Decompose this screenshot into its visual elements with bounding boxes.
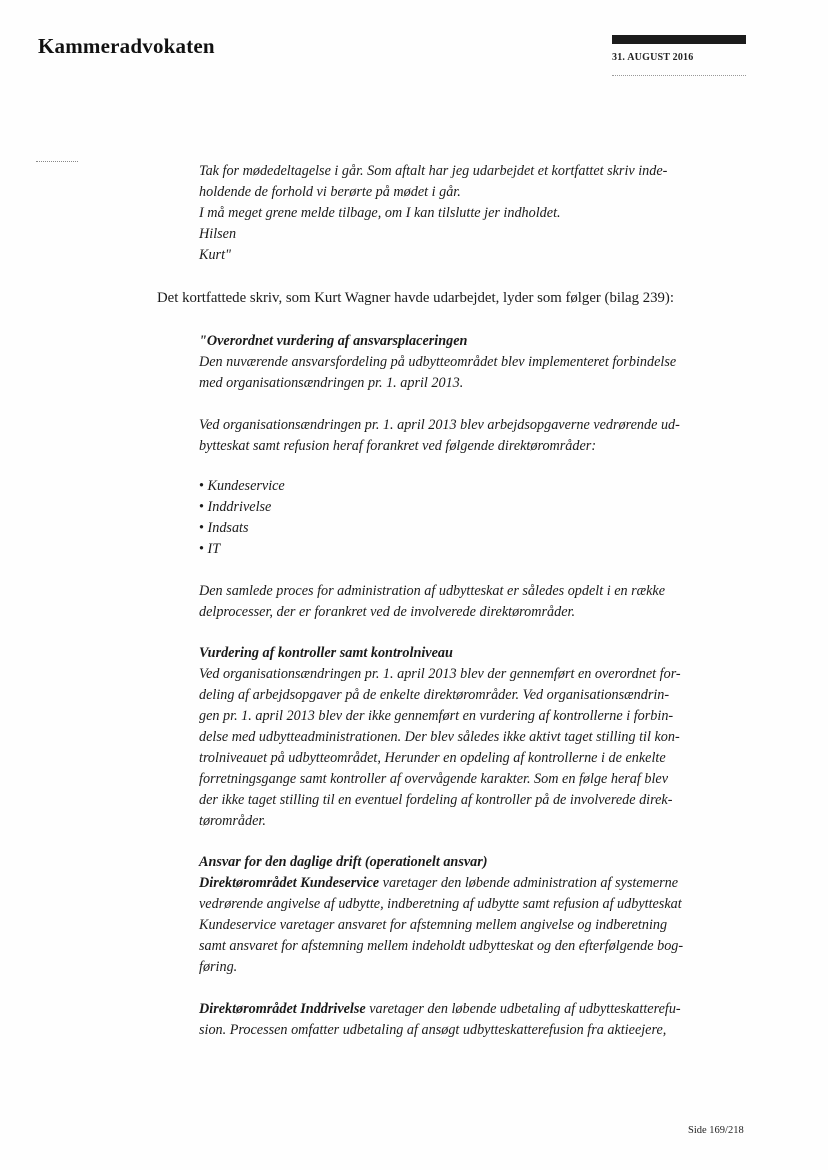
paragraph-line: delse med udbytteadministrationen. Der blev således ikke aktivt taget stilling til kon-	[199, 729, 680, 745]
paragraph-line: tørområder.	[199, 813, 266, 829]
page-number: Side 169/218	[688, 1125, 744, 1136]
section-control-assessment	[199, 643, 747, 832]
paragraph-line: samt ansvaret for afstemning mellem indeholdt udbytteskat og den efterfølgende bog-	[199, 938, 684, 954]
list-item: • Indsats	[199, 518, 747, 539]
lead-bold-text: Direktørområdet Kundeservice	[199, 875, 380, 891]
paragraph-line: trolniveauet på udbytteområdet, Herunder en opdeling af kontrollerne i de enkelte	[199, 750, 666, 766]
paragraph-line: deling af arbejdsopgaver på de enkelte direktørområder. Ved organisationsændrin-	[199, 687, 670, 703]
section-organisation-change	[199, 415, 747, 457]
paragraph-line: Den nuværende ansvarsfordeling på udbytteområdet blev implementeret forbindelse	[199, 354, 677, 370]
list-item: • Kundeservice	[199, 476, 747, 497]
header-bar	[612, 35, 746, 44]
document-date: 31. AUGUST 2016	[612, 52, 694, 63]
email-line: holdende de forhold vi berørte på mødet i går.	[199, 184, 461, 200]
paragraph-line: sion. Processen omfatter udbetaling af ansøgt udbytteskatterefusion fra aktieejere,	[199, 1022, 667, 1038]
intro-paragraph: Det kortfattede skriv, som Kurt Wagner havde udarbejdet, lyder som følger (bilag 239):	[157, 290, 674, 306]
email-quote	[199, 161, 747, 266]
paragraph-text: varetager den løbende administration af systemerne	[379, 875, 679, 891]
list-item: • IT	[199, 539, 747, 560]
email-line: Kurt"	[199, 247, 231, 263]
paragraph-line: med organisationsændringen pr. 1. april 2013.	[199, 375, 464, 391]
section-daily-operations	[199, 852, 747, 978]
paragraph-line: Kundeservice varetager ansvaret for afstemning mellem angivelse og indberetning	[199, 917, 668, 933]
paragraph-line: Ved organisationsændringen pr. 1. april 2013 blev der gennemført en overordnet for-	[199, 666, 681, 682]
section-heading: "Overordnet vurdering af ansvarsplaceringen	[199, 333, 468, 349]
paragraph-line: delprocesser, der er forankret ved de involverede direktørområder.	[199, 604, 575, 620]
margin-divider	[36, 161, 78, 162]
organization-name: Kammeradvokaten	[38, 34, 215, 58]
director-areas-list	[199, 476, 747, 560]
paragraph-line	[199, 999, 747, 1020]
paragraph-text: varetager den løbende udbetaling af udbytteskatterefu-	[365, 1001, 681, 1017]
paragraph-line: der ikke taget stilling til en eventuel fordeling af kontroller på de involverede direk-	[199, 792, 673, 808]
paragraph-line: gen pr. 1. april 2013 blev der ikke gennemført en vurdering af kontrollerne i forbin-	[199, 708, 674, 724]
lead-bold-text: Direktørområdet Inddrivelse	[199, 1001, 366, 1017]
paragraph-line	[199, 873, 747, 894]
list-item: • Inddrivelse	[199, 497, 747, 518]
paragraph-line: Ved organisationsændringen pr. 1. april 2013 blev arbejdsopgaverne vedrørende ud-	[199, 417, 680, 433]
section-heading: Ansvar for den daglige drift (operationelt ansvar)	[199, 854, 488, 870]
paragraph-line: føring.	[199, 959, 238, 975]
section-heading: Vurdering af kontroller samt kontrolniveau	[199, 645, 453, 661]
email-line: I må meget grene melde tilbage, om I kan tilslutte jer indholdet.	[199, 205, 561, 221]
paragraph-line: forretningsgange samt kontroller af overvågende karakter. Som en følge heraf blev	[199, 771, 669, 787]
email-line: Hilsen	[199, 226, 237, 242]
email-line: Tak for mødedeltagelse i går. Som aftalt har jeg udarbejdet et kortfattet skriv inde-	[199, 163, 668, 179]
section-inddrivelse	[199, 999, 747, 1041]
paragraph-line: vedrørende angivelse af udbytte, indberetning af udbytte samt refusion af udbytteskat	[199, 896, 682, 912]
paragraph-line: bytteskat samt refusion heraf forankret ved følgende direktørområder:	[199, 438, 597, 454]
section-process-split	[199, 581, 747, 623]
paragraph-line: Den samlede proces for administration af udbytteskat er således opdelt i en række	[199, 583, 666, 599]
date-divider	[612, 75, 746, 76]
section-overall-assessment	[199, 331, 747, 394]
